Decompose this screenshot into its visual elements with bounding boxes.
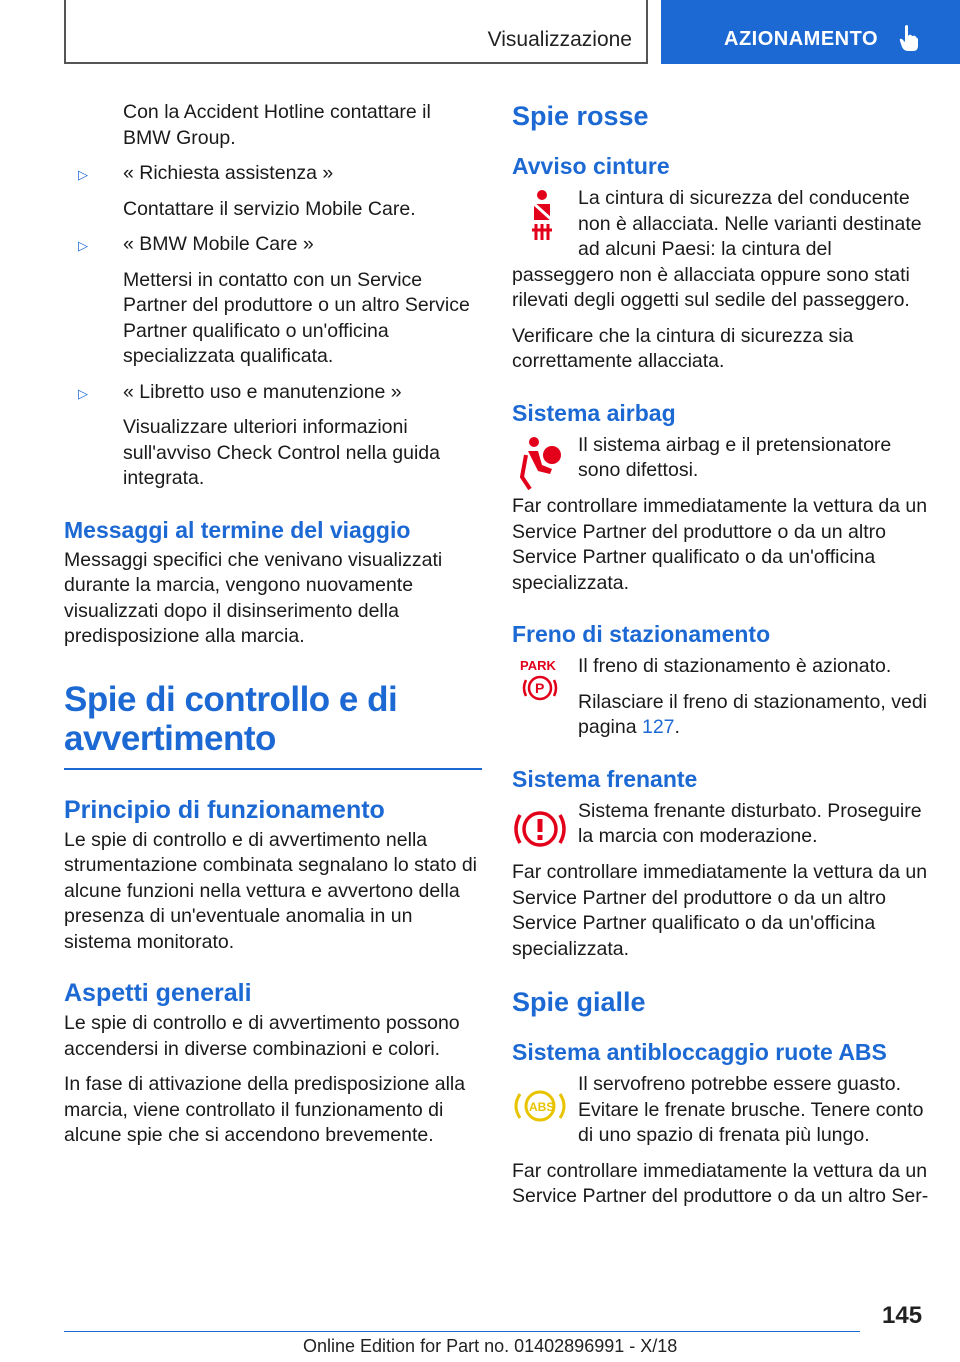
footer-edition: Online Edition for Part no. 01402896991 - X/18 — [303, 1336, 678, 1356]
principle-text: Le spie di controllo e di avvertimento nella strumentazione combinata segnalano lo stato di alcune funzioni nella vettura e avvertono della presenza di un'eventuale anomalia in un sistema monitorato. — [64, 828, 478, 953]
heading-yellow-lights: Spie gialle — [512, 987, 646, 1017]
brake-warning-icon — [512, 799, 568, 859]
airbag-warning-icon — [512, 433, 568, 493]
header-section-title: Visualizzazione — [487, 28, 632, 51]
bullet-text: Visualizzare ulteriori informazioni sull'avviso Check Control nella guida integrata. — [123, 416, 440, 489]
brake-text-spacer — [578, 860, 932, 886]
park-text-2-post: . — [674, 716, 680, 738]
general-text-2: In fase di attivazione della predisposizione alla marcia, viene controllato il funzionamento di alcune spie che si accendono brevemente. — [64, 1073, 466, 1146]
triangle-bullet-icon: ▷ — [78, 167, 88, 182]
page-number: 145 — [882, 1302, 923, 1329]
heading-principle: Principio di funzionamento — [64, 795, 385, 824]
bullet-label: « BMW Mobile Care » — [123, 233, 314, 255]
bullet-libretto — [64, 380, 482, 406]
brake-system-block — [512, 799, 932, 886]
trip-messages-text: Messaggi specifici che venivano visualizzati durante la marcia, vengono nuovamente visualizzati dopo il disinserimento della predisposizione alla marcia. — [64, 548, 443, 647]
bullet-bmw-mobile-care — [64, 232, 482, 258]
park-icon-label: PARK — [520, 658, 556, 673]
bullet-label: « Richiesta assistenza » — [123, 162, 334, 184]
brake-text-1: Sistema frenante disturbato. Proseguire la marcia con moderazione. — [578, 799, 922, 847]
airbag-text-2a — [578, 494, 932, 520]
brake-text-2: Far controllare immediatamente la vettura da un Service Partner del produttore o da un altro Service Partner qualificato o da un'officina specializzata. — [512, 861, 928, 960]
heading-parking-brake: Freno di stazionamento — [512, 621, 771, 647]
chapter-title: Spie di controllo e di avvertimento — [64, 679, 398, 758]
header-chapter-tab[interactable] — [661, 0, 960, 64]
bullet-text: Mettersi in contatto con un Service Partner del produttore o un altro Service Partner qualificato o un'officina specializzata qualificata. — [123, 268, 470, 367]
general-text-1: Le spie di controllo e di avvertimento possono accendersi in diverse combinazioni e colori. — [64, 1012, 460, 1060]
hand-pointer-icon — [899, 24, 919, 57]
heading-trip-messages: Messaggi al termine del viaggio — [64, 516, 411, 543]
heading-brake-system: Sistema frenante — [512, 765, 698, 792]
parking-brake-block — [512, 654, 932, 741]
triangle-bullet-icon: ▷ — [78, 238, 88, 253]
svg-text:P: P — [535, 680, 545, 696]
heading-red-lights: Spie rosse — [512, 101, 649, 131]
bullet-label: « Libretto uso e manutenzione » — [123, 380, 402, 403]
belt-warning-block — [512, 186, 932, 314]
abs-block — [512, 1072, 932, 1149]
bullet-richiesta-assistenza — [64, 161, 482, 187]
parking-brake-icon — [512, 654, 568, 714]
hotline-text: Con la Accident Hotline contattare il BMW Group. — [123, 101, 431, 149]
park-text-2-pre: Rilasciare il freno di stazionamento, vedi pagina — [578, 690, 928, 738]
left-column — [64, 100, 482, 1149]
header-chapter-label: AZIONAMENTO — [724, 28, 879, 50]
abs-icon-label: ABS — [529, 1100, 555, 1114]
park-text-1: Il freno di stazionamento è azionato. — [578, 655, 892, 677]
airbag-warning-block — [512, 433, 932, 520]
seatbelt-warning-icon — [512, 186, 568, 246]
abs-warning-icon — [512, 1072, 568, 1132]
triangle-bullet-icon: ▷ — [78, 385, 88, 401]
heading-abs: Sistema antibloccaggio ruote ABS — [512, 1039, 887, 1065]
heading-airbag: Sistema airbag — [512, 399, 676, 426]
heading-general: Aspetti generali — [64, 979, 252, 1007]
right-column — [512, 100, 932, 1210]
page-reference-link[interactable]: 127 — [641, 716, 675, 738]
abs-text-1: Il servofreno potrebbe essere guasto. Evitare le frenate brusche. Tenere conto di uno spazio di frenata più lungo. — [578, 1073, 924, 1146]
park-text-2 — [578, 690, 932, 741]
bullet-text: Contattare il servizio Mobile Care. — [123, 197, 416, 220]
heading-belt: Avviso cinture — [512, 153, 670, 179]
airbag-text-1: Il sistema airbag e il pretensionatore sono difettosi. — [578, 433, 892, 481]
belt-text-1: La cintura di sicurezza del conducente non è allacciata. Nelle varianti destinate ad alcuni Paesi: la cintura del passeggero non è allacciata oppure sono stati rilevati degli oggetti sul sedile del passeggero. — [512, 187, 922, 311]
abs-text-2: Far controllare immediatamente la vettura da un Service Partner del produttore o da un altro Ser- — [512, 1159, 929, 1207]
belt-text-2: Verificare che la cintura di sicurezza sia correttamente allacciata. — [512, 324, 854, 372]
footer-rule — [64, 1331, 860, 1332]
airbag-text-2: Far controllare immediatamente la vettura da un Service Partner del produttore o da un altro Service Partner qualificato o da un'officina specializzata. — [512, 495, 928, 594]
